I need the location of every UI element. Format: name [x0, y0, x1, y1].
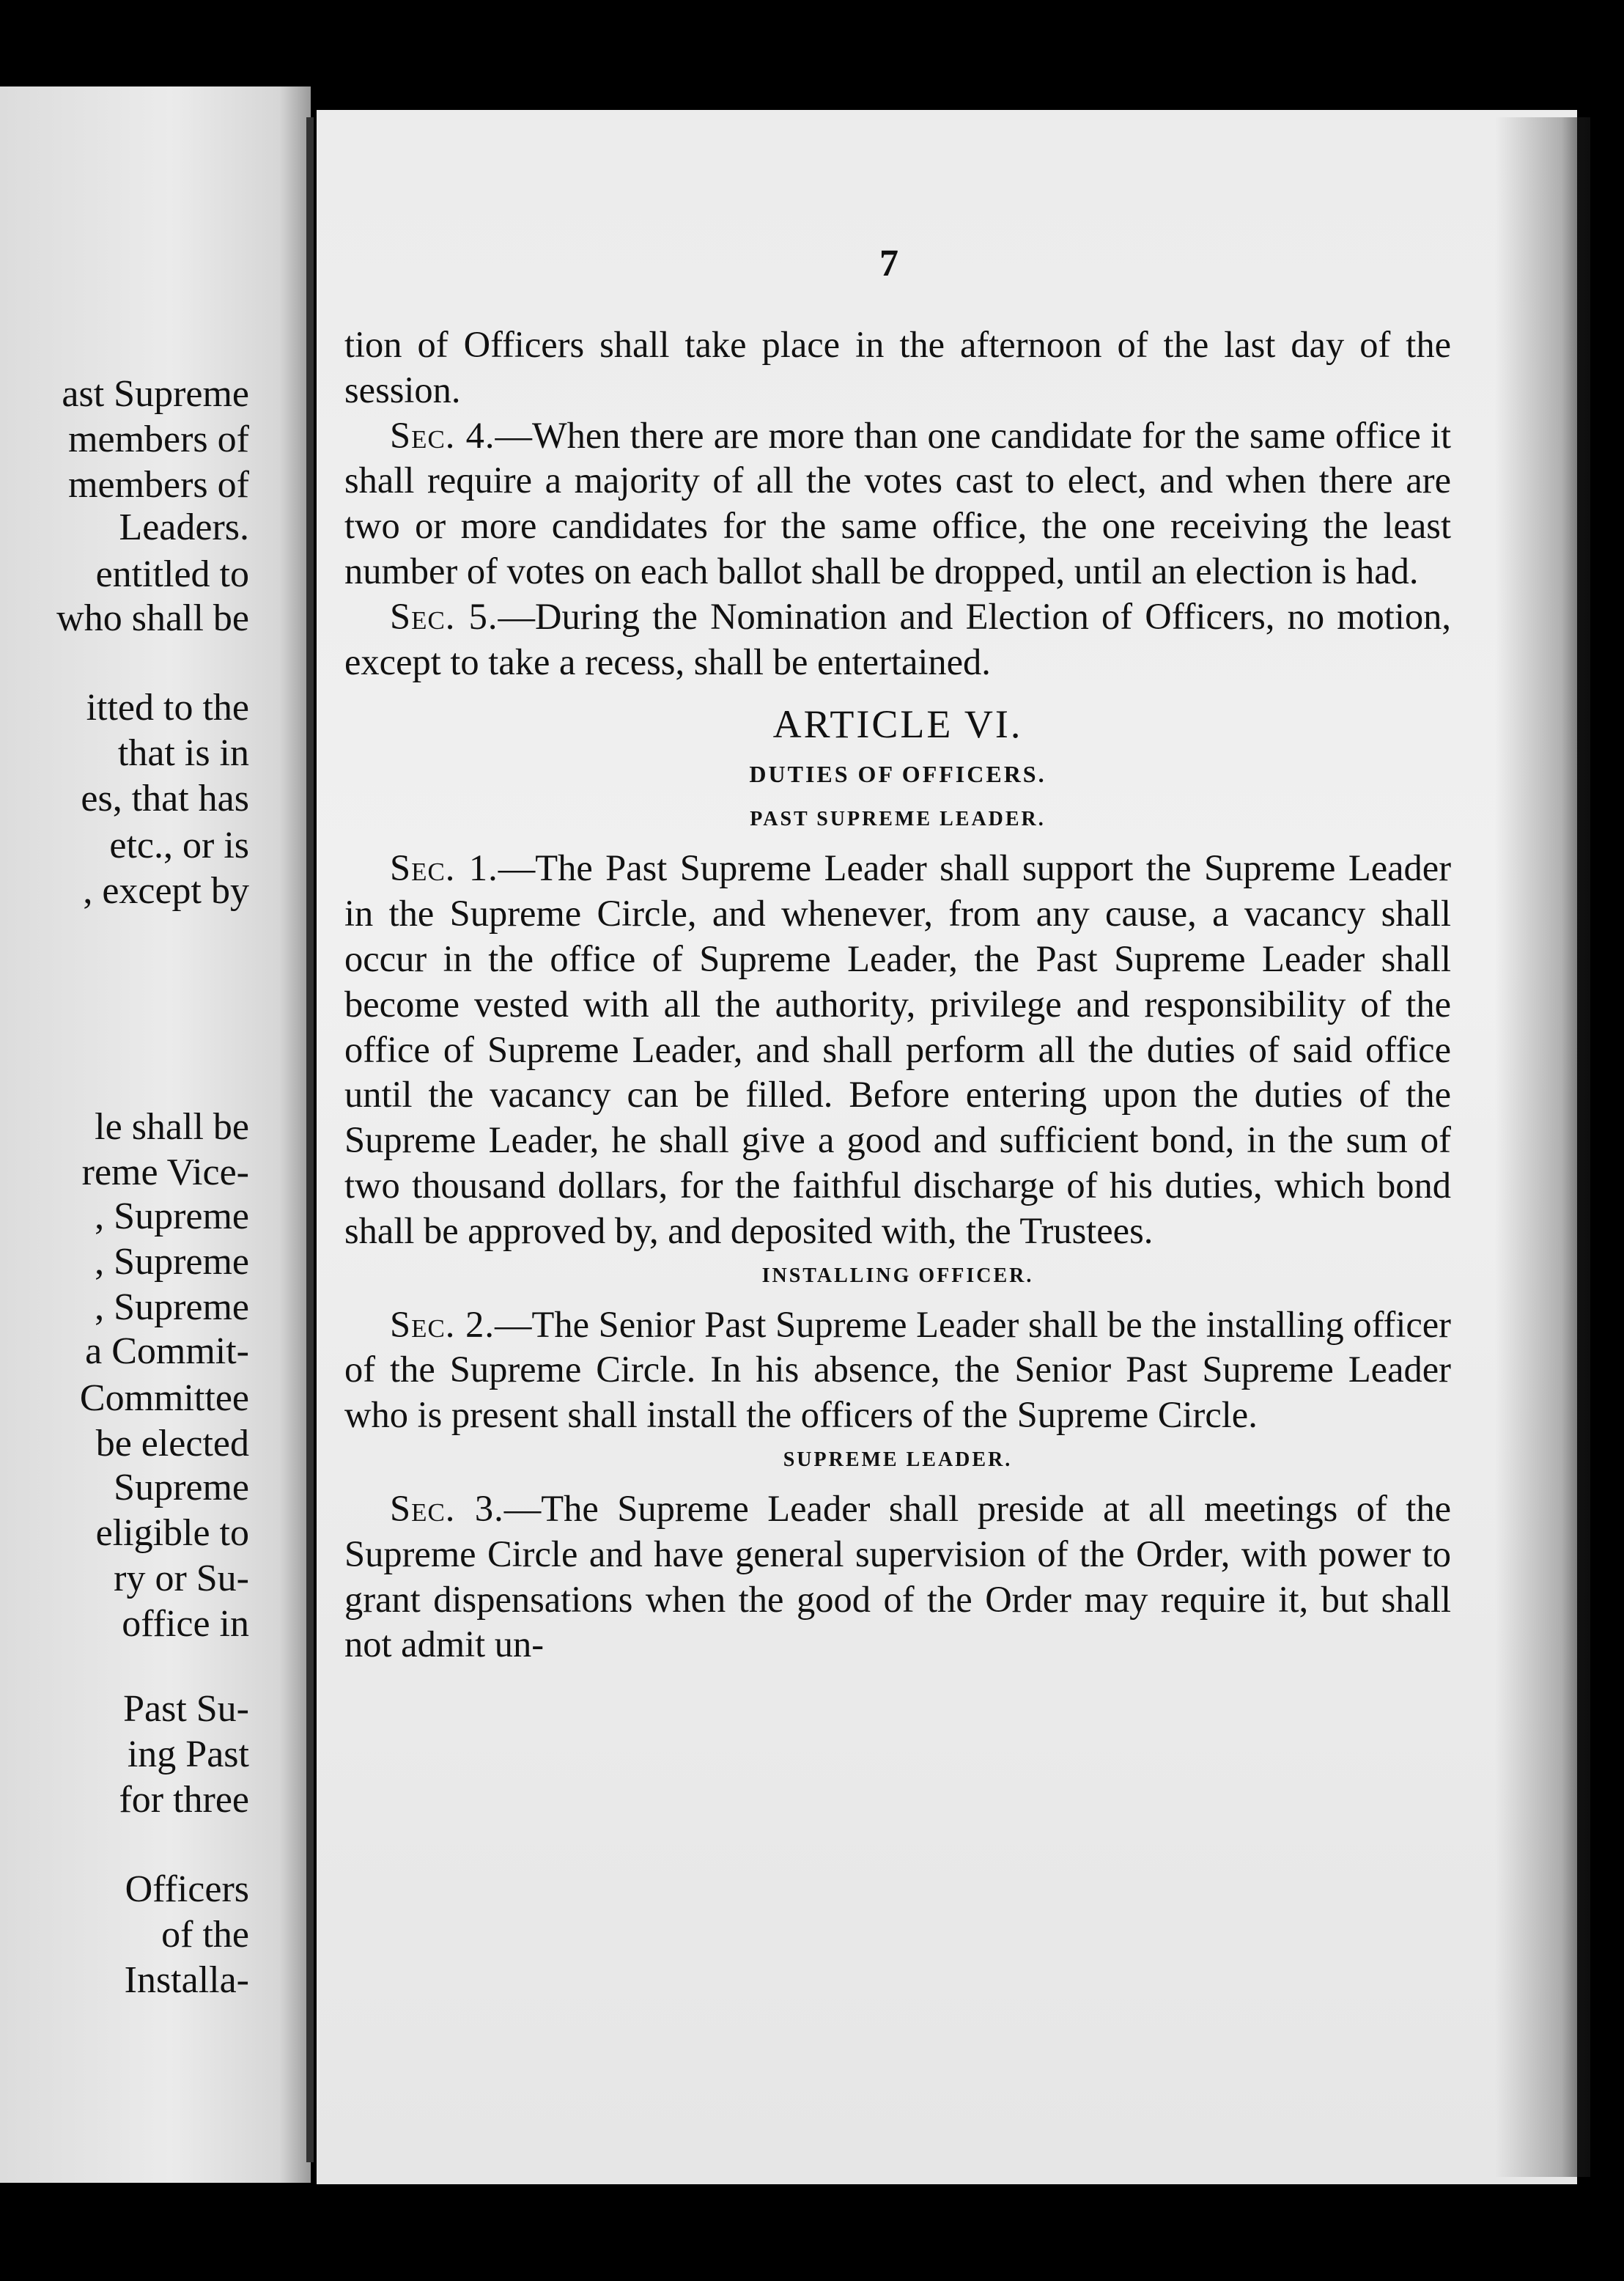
article-title: ARTICLE VI.: [772, 702, 1023, 747]
section-text: —The Past Supreme Leader shall support the Supreme Leader in the Supreme Circle, and whenever, from any cause, a vacancy shall occur in the office of Supreme Leader, the Past Supreme Leader shall become vested with all the authority, privilege and responsibility of the office of Supreme Leader, and shall perform all the duties of said office until the vacancy can be filled. Before entering upon the duties of the Supreme Leader, he shall give a good and sufficient bond, in the sum of two thousand dollars, for the faithful discharge of his duties, which bond shall be approved by, and deposited with, the Trustees.: [344, 847, 1452, 1251]
left-line: who shall be: [56, 597, 249, 639]
left-line: le shall be: [95, 1106, 249, 1148]
left-line: entitled to: [95, 553, 249, 595]
left-line: ast Supreme: [62, 373, 249, 415]
section-1-paragraph: [344, 846, 1451, 1253]
left-line: be elected: [95, 1423, 249, 1464]
left-line: reme Vice-: [81, 1151, 249, 1193]
left-line: etc., or is: [109, 825, 249, 866]
article-subtitle: DUTIES OF OFFICERS.: [749, 761, 1047, 788]
left-line: ry or Su-: [114, 1558, 249, 1599]
section-text: —When there are more than one candidate for the same office it shall require a majority of all the votes cast to elect, and when there are two or more candidates for the same office, the one receiving the least number of votes on each ballot shall be dropped, until an election is had.: [344, 414, 1451, 592]
left-line: , Supreme: [95, 1195, 249, 1237]
right-page-text: [344, 323, 1451, 1668]
left-line: itted to the: [86, 687, 249, 729]
left-line: members of: [68, 464, 249, 506]
left-line: eligible to: [95, 1512, 249, 1554]
left-line: ing Past: [127, 1733, 249, 1775]
section-label: Sec. 2.: [390, 1303, 495, 1345]
section-label: Sec. 3.: [390, 1487, 504, 1529]
left-line: members of: [68, 419, 249, 460]
section-text: —The Supreme Leader shall preside at all meetings of the Supreme Circle and have general supervision of the Order, with power to grant dispensations when the good of the Order may require it, but shall not admit un-: [344, 1487, 1451, 1665]
section-2-paragraph: [344, 1302, 1451, 1438]
page-number: 7: [879, 243, 898, 284]
heading-installing-officer: INSTALLING OFFICER.: [761, 1264, 1034, 1287]
continuation-paragraph: tion of Officers shall take place in the afternoon of the last day of the session.: [344, 324, 1451, 410]
left-line: Committee: [79, 1377, 249, 1419]
left-page: [0, 86, 311, 2183]
section-text: —The Senior Past Supreme Leader shall be the installing officer of the Supreme Circle. In his absence, the Senior Past Supreme Leader who is present shall install the officers of the Supreme Circle.: [344, 1303, 1451, 1436]
left-line: a Commit-: [85, 1330, 249, 1372]
left-page-text: [0, 86, 249, 2183]
left-line: , except by: [83, 870, 249, 912]
left-line: es, that has: [81, 778, 249, 819]
left-line: office in: [122, 1603, 249, 1645]
left-line: Officers: [125, 1868, 249, 1910]
left-line: for three: [119, 1779, 249, 1821]
left-line: Installa-: [124, 1959, 249, 2001]
left-line: , Supreme: [95, 1286, 249, 1328]
left-line: Leaders.: [119, 506, 249, 548]
left-line: that is in: [117, 732, 249, 774]
left-line: Past Su-: [123, 1688, 249, 1730]
section-3-paragraph: [344, 1486, 1451, 1668]
left-line: , Supreme: [95, 1241, 249, 1283]
section-label: Sec. 4.: [390, 414, 495, 456]
section-label: Sec. 5.: [390, 595, 498, 637]
section-4-paragraph: [344, 413, 1451, 594]
section-5-paragraph: [344, 594, 1451, 685]
book-gutter: [306, 117, 314, 2162]
section-label: Sec. 1.: [390, 847, 498, 889]
heading-past-supreme-leader: PAST SUPREME LEADER.: [750, 808, 1046, 831]
left-line: Supreme: [114, 1467, 249, 1508]
heading-supreme-leader: SUPREME LEADER.: [783, 1448, 1013, 1471]
left-line: of the: [161, 1914, 249, 1956]
page-edge-shadow: [1495, 117, 1590, 2177]
section-text: —During the Nomination and Election of Officers, no motion, except to take a recess, shall be entertained.: [344, 595, 1451, 682]
